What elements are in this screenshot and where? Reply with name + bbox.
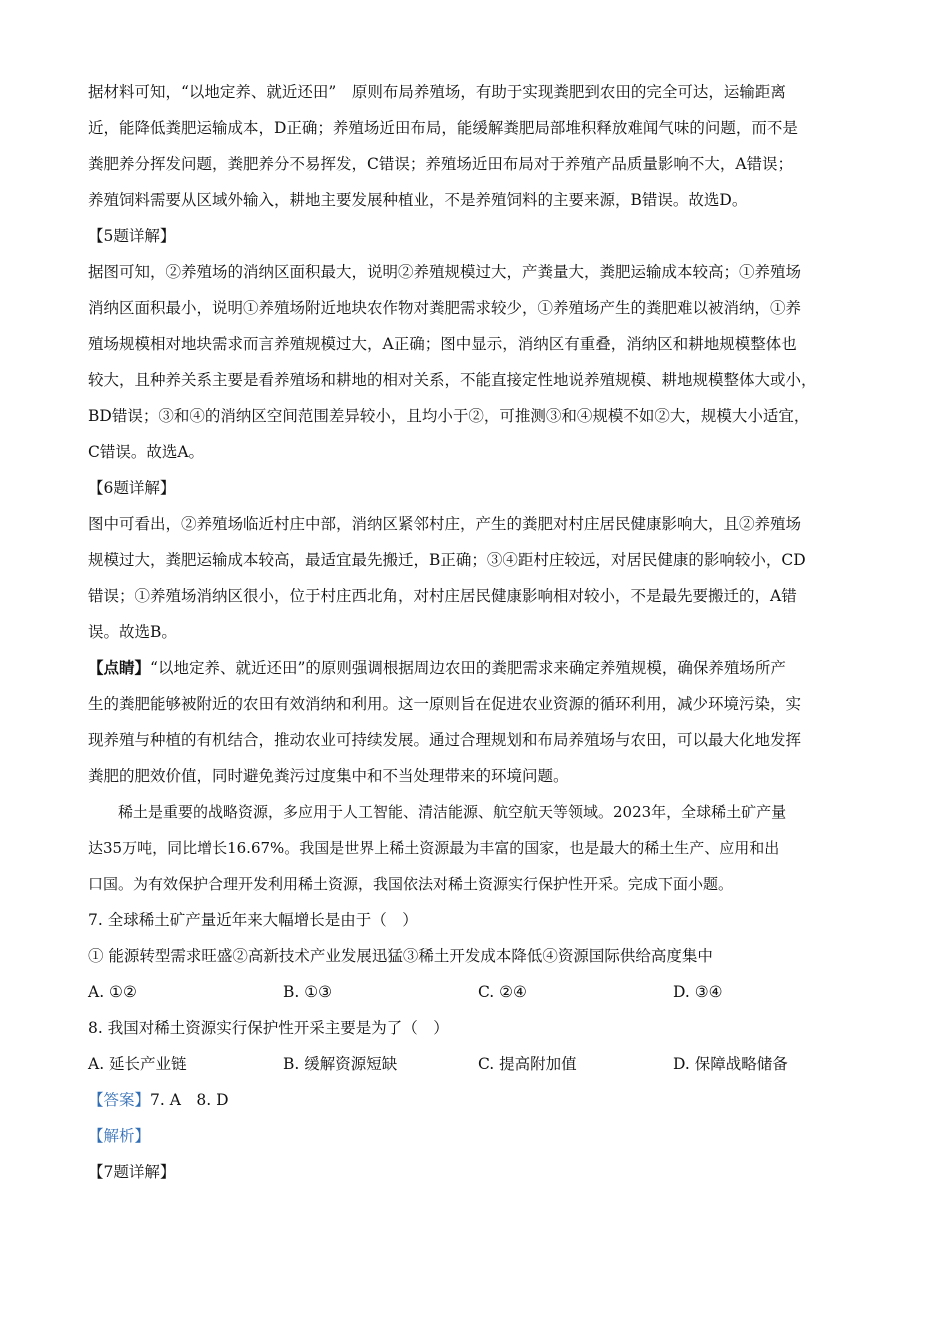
text-line: 近，能降低粪肥运输成本，D正确；养殖场近田布局，能缓解粪肥局部堆积释放难闻气味的问题，而不是 (88, 119, 798, 137)
q7-stem: 7. 全球稀土矿产量近年来大幅增长是由于（ ） (88, 911, 418, 929)
q7-option-a: A. ①② (88, 983, 137, 1001)
intro-paragraph (88, 74, 868, 218)
q5-detail-paragraph (88, 254, 868, 470)
tip-label: 【点睛】 (88, 658, 151, 677)
q8-options (88, 1046, 868, 1082)
text-line: C错误。故选A。 (88, 443, 205, 461)
q7-statements: ① 能源转型需求旺盛②高新技术产业发展迅猛③稀土开发成本降低④资源国际供给高度集中 (88, 947, 713, 965)
q7-option-d: D. ③④ (673, 983, 723, 1001)
text-line: BD错误；③和④的消纳区空间范围差异较小，且均小于②，可推测③和④规模不如②大，规模大小适宜， (88, 407, 810, 425)
q7-options (88, 974, 868, 1010)
q6-detail-heading: 【6题详解】 (88, 479, 176, 497)
text-line: 错误；①养殖场消纳区很小，位于村庄西北角，对村庄居民健康影响相对较小，不是最先要搬迁的，A错 (88, 587, 797, 605)
text-line: 规模过大，粪肥运输成本较高，最适宜最先搬迁，B正确；③④距村庄较远，对居民健康的影响较小，CD (88, 551, 806, 569)
text-line: 据图可知，②养殖场的消纳区面积最大，说明②养殖规模过大，产粪量大，粪肥运输成本较高；①养殖场 (88, 263, 802, 281)
text-line: 口国。为有效保护合理开发利用稀土资源，我国依法对稀土资源实行保护性开采。完成下面小题。 (88, 875, 734, 893)
text-line: 现养殖与种植的有机结合，推动农业可持续发展。通过合理规划和布局养殖场与农田，可以最大化地发挥 (88, 731, 802, 749)
text-line: “以地定养、就近还田”的原则强调根据周边农田的粪肥需求来确定养殖规模，确保养殖场所产 (150, 659, 786, 677)
q8-option-b: B. 缓解资源短缺 (283, 1055, 398, 1073)
text-line: 养殖饲料需要从区域外输入，耕地主要发展种植业，不是养殖饲料的主要来源，B错误。故选D。 (88, 191, 748, 209)
q8-option-d: D. 保障战略储备 (673, 1055, 788, 1073)
answer-text: 7. A 8. D (150, 1091, 229, 1109)
text-line: 图中可看出，②养殖场临近村庄中部，消纳区紧邻村庄，产生的粪肥对村庄居民健康影响大，且②养殖场 (88, 515, 802, 533)
answer-label: 【答案】 (88, 1091, 151, 1109)
text-line: 误。故选B。 (88, 623, 177, 641)
tip-paragraph (88, 650, 868, 794)
document-page (88, 74, 868, 1190)
answer-line (88, 1082, 868, 1118)
text-line: 粪肥养分挥发问题，粪肥养分不易挥发，C错误；养殖场近田布局对于养殖产品质量影响不大，A错误； (88, 155, 794, 173)
text-line: 消纳区面积最小，说明①养殖场附近地块农作物对粪肥需求较少，①养殖场产生的粪肥难以被消纳，①养 (88, 299, 802, 317)
text-line: 达35万吨，同比增长16.67%。我国是世界上稀土资源最为丰富的国家，也是最大的稀土生产、应用和出 (88, 839, 780, 857)
text-line: 粪肥的肥效价值，同时避免粪污过度集中和不当处理带来的环境问题。 (88, 767, 569, 785)
q6-detail-paragraph (88, 506, 868, 650)
text-line: 据材料可知，“以地定养、就近还田” 原则布局养殖场，有助于实现粪肥到农田的完全可达，运输距离 (88, 83, 786, 101)
q7-option-b: B. ①③ (283, 983, 333, 1001)
q8-option-a: A. 延长产业链 (88, 1055, 187, 1073)
q5-detail-heading: 【5题详解】 (88, 227, 176, 245)
q7-detail-heading: 【7题详解】 (88, 1163, 176, 1181)
q8-option-c: C. 提高附加值 (478, 1055, 577, 1073)
q7-option-c: C. ②④ (478, 983, 527, 1001)
analysis-line (88, 1118, 868, 1154)
text-line: 生的粪肥能够被附近的农田有效消纳和利用。这一原则旨在促进农业资源的循环利用，减少环境污染，实 (88, 695, 802, 713)
text-line: 稀土是重要的战略资源，多应用于人工智能、清洁能源、航空航天等领域。2023年，全球稀土矿产量 (118, 803, 787, 821)
q8-stem: 8. 我国对稀土资源实行保护性开采主要是为了（ ） (88, 1019, 449, 1037)
analysis-label: 【解析】 (88, 1127, 151, 1145)
text-line: 较大，且种养关系主要是看养殖场和耕地的相对关系，不能直接定性地说养殖规模、耕地规模整体大或小， (88, 371, 817, 389)
text-line: 殖场规模相对地块需求而言养殖规模过大，A正确；图中显示，消纳区有重叠，消纳区和耕地规模整体也 (88, 335, 797, 353)
material-paragraph (88, 794, 868, 902)
